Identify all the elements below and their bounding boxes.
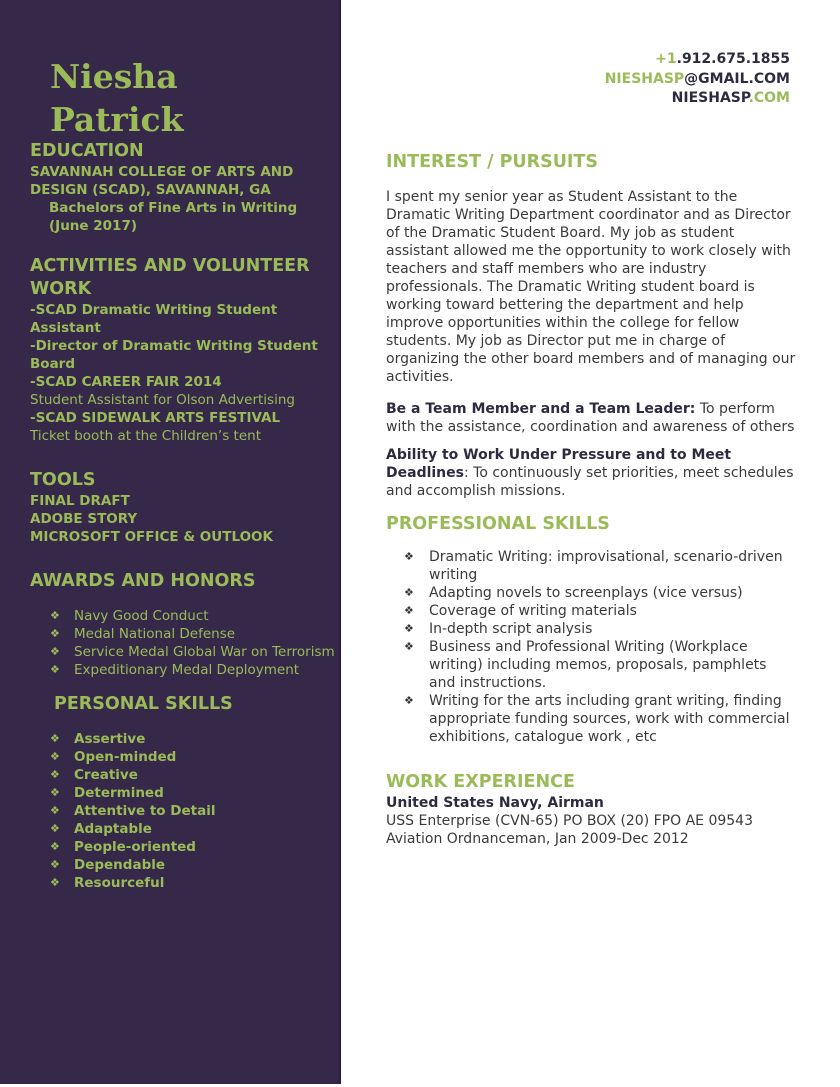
award-item: ❖ Expeditionary Medal Deployment — [50, 662, 300, 678]
activity-title: -SCAD CAREER FAIR 2014 — [30, 374, 222, 390]
diamond-bullet-icon: ❖ — [50, 732, 60, 745]
professional-skills-list — [386, 548, 796, 746]
diamond-bullet-icon: ❖ — [404, 586, 414, 599]
interests-paragraph: I spent my senior year as Student Assistant to the Dramatic Writing Department coordinator and as Director of the Dramatic Student Board. My job as student assistant allowed me the opportunity to work closely with teachers and staff members who are industry professionals. The Dramatic Writing student board is working toward bettering the department and help improve opportunities within the college for fellow students. My job as Director put me in charge of organizing the other board members and of managing our activities. — [386, 189, 796, 385]
education-degree: Bachelors of Fine Arts in Writing (June 2017) — [49, 200, 298, 234]
diamond-bullet-icon: ❖ — [404, 550, 414, 563]
personal-skill-item: ❖ Adaptable — [50, 821, 152, 837]
tools-heading: TOOLS — [30, 470, 96, 490]
diamond-bullet-icon: ❖ — [50, 876, 60, 889]
diamond-bullet-icon: ❖ — [50, 822, 60, 835]
personal-skill-item: ❖ Creative — [50, 767, 138, 783]
personal-skill-item: ❖ Assertive — [50, 731, 146, 747]
award-item: ❖ Service Medal Global War on Terrorism — [50, 644, 335, 660]
professional-skill-item: ❖ Writing for the arts including grant writing, finding appropriate funding sources, work with commercial exhibitions, catalogue work , etc — [404, 693, 790, 745]
personal-skill-item: ❖ Attentive to Detail — [50, 803, 216, 819]
last-name: Patrick — [50, 100, 184, 139]
activities-heading: ACTIVITIES AND VOLUNTEER WORK — [30, 256, 310, 299]
sidebar-content — [30, 140, 335, 892]
professional-skill-item: ❖ Coverage of writing materials — [404, 603, 637, 619]
personal-skill-item: ❖ Resourceful — [50, 875, 165, 891]
main-content — [386, 150, 796, 848]
candidate-name — [50, 55, 183, 141]
tool-item: FINAL DRAFT — [30, 493, 130, 509]
quality-pressure: Ability to Work Under Pressure and to Meet Deadlines: To continuously set priorities, meet schedules and accomplish missions. — [386, 447, 794, 499]
personal-skills-list — [30, 730, 335, 892]
personal-skill-item: ❖ Determined — [50, 785, 164, 801]
diamond-bullet-icon: ❖ — [50, 858, 60, 871]
diamond-bullet-icon: ❖ — [50, 750, 60, 763]
work-role: Aviation Ordnanceman, Jan 2009-Dec 2012 — [386, 831, 689, 847]
education-school: SAVANNAH COLLEGE OF ARTS AND DESIGN (SCAD), SAVANNAH, GA — [30, 164, 294, 198]
work-employer: United States Navy, Airman — [386, 795, 604, 811]
personal-skill-item: ❖ Open-minded — [50, 749, 177, 765]
professional-skill-item: ❖ Dramatic Writing: improvisational, scenario-driven writing — [404, 549, 783, 583]
activity-title: -Director of Dramatic Writing Student Board — [30, 338, 318, 372]
personal-skills-heading: PERSONAL SKILLS — [54, 694, 233, 714]
diamond-bullet-icon: ❖ — [50, 768, 60, 781]
diamond-bullet-icon: ❖ — [404, 622, 414, 635]
contact-block — [605, 50, 790, 109]
professional-skill-item: ❖ Adapting novels to screenplays (vice versus) — [404, 585, 743, 601]
personal-skill-item: ❖ People-oriented — [50, 839, 196, 855]
activity-detail: Student Assistant for Olson Advertising — [30, 392, 295, 408]
diamond-bullet-icon: ❖ — [50, 840, 60, 853]
tool-item: ADOBE STORY — [30, 511, 138, 527]
activity-title: -SCAD SIDEWALK ARTS FESTIVAL — [30, 410, 281, 426]
professional-skills-heading: PROFESSIONAL SKILLS — [386, 514, 610, 534]
interests-heading: INTEREST / PURSUITS — [386, 152, 598, 172]
diamond-bullet-icon: ❖ — [50, 609, 60, 622]
diamond-bullet-icon: ❖ — [50, 645, 60, 658]
awards-list — [30, 607, 335, 679]
website[interactable]: NIESHASP.COM — [671, 90, 790, 106]
education-heading: EDUCATION — [30, 141, 144, 161]
work-experience-heading: WORK EXPERIENCE — [386, 772, 575, 792]
diamond-bullet-icon: ❖ — [404, 640, 414, 653]
diamond-bullet-icon: ❖ — [404, 694, 414, 707]
activity-title: -SCAD Dramatic Writing Student Assistant — [30, 302, 278, 336]
diamond-bullet-icon: ❖ — [50, 804, 60, 817]
email[interactable]: NIESHASP@GMAIL.COM — [604, 70, 790, 87]
diamond-bullet-icon: ❖ — [404, 604, 414, 617]
work-address: USS Enterprise (CVN-65) PO BOX (20) FPO AE 09543 — [386, 813, 754, 829]
tool-item: MICROSOFT OFFICE & OUTLOOK — [30, 529, 273, 545]
diamond-bullet-icon: ❖ — [50, 627, 60, 640]
award-item: ❖ Navy Good Conduct — [50, 608, 209, 624]
personal-skill-item: ❖ Dependable — [50, 857, 166, 873]
activity-detail: Ticket booth at the Children’s tent — [30, 428, 261, 444]
award-item: ❖ Medal National Defense — [50, 626, 236, 642]
first-name: Niesha — [50, 57, 178, 96]
diamond-bullet-icon: ❖ — [50, 663, 60, 676]
quality-team: Be a Team Member and a Team Leader: To perform with the assistance, coordination and awareness of others — [386, 401, 795, 435]
awards-heading: AWARDS AND HONORS — [30, 571, 256, 591]
phone: +1.912.675.1855 — [655, 51, 790, 67]
diamond-bullet-icon: ❖ — [50, 786, 60, 799]
professional-skill-item: ❖ Business and Professional Writing (Workplace writing) including memos, proposals, pamphlets and instructions. — [404, 639, 767, 691]
professional-skill-item: ❖ In-depth script analysis — [404, 621, 593, 637]
